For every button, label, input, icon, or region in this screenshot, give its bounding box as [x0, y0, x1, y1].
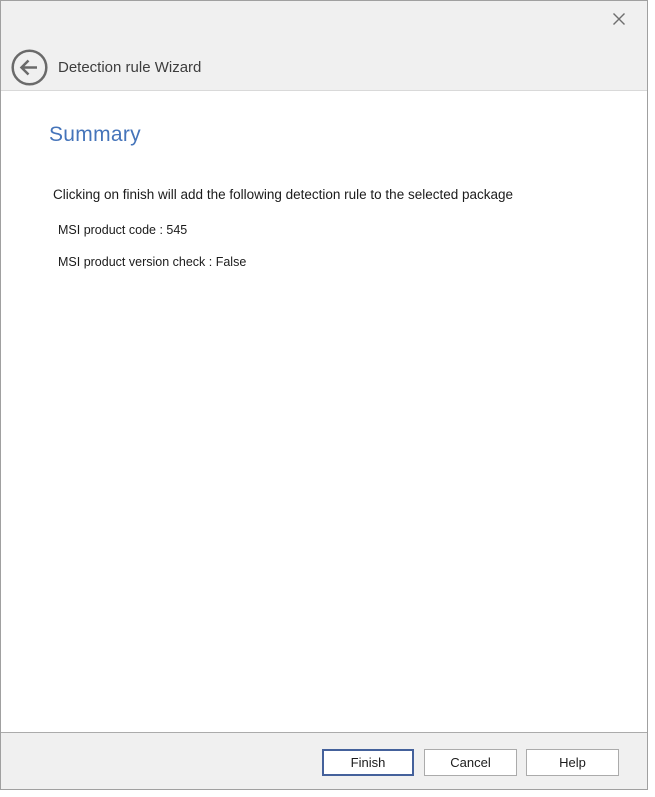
close-button[interactable] — [604, 7, 634, 33]
help-button[interactable]: Help — [526, 749, 619, 776]
msi-product-code-line: MSI product code : 545 — [58, 223, 188, 237]
msi-product-version-check-line: MSI product version check : False — [58, 255, 247, 269]
back-arrow-icon — [10, 75, 49, 90]
wizard-header — [1, 1, 647, 91]
close-icon — [612, 12, 626, 29]
back-button[interactable] — [10, 48, 49, 87]
cancel-button[interactable]: Cancel — [424, 749, 517, 776]
page-title: Summary — [49, 123, 141, 146]
summary-description: Clicking on finish will add the following detection rule to the selected package — [53, 187, 514, 202]
wizard-content — [1, 92, 647, 731]
wizard-title: Detection rule Wizard — [58, 59, 202, 76]
wizard-footer — [1, 732, 647, 789]
finish-button[interactable]: Finish — [322, 749, 414, 776]
